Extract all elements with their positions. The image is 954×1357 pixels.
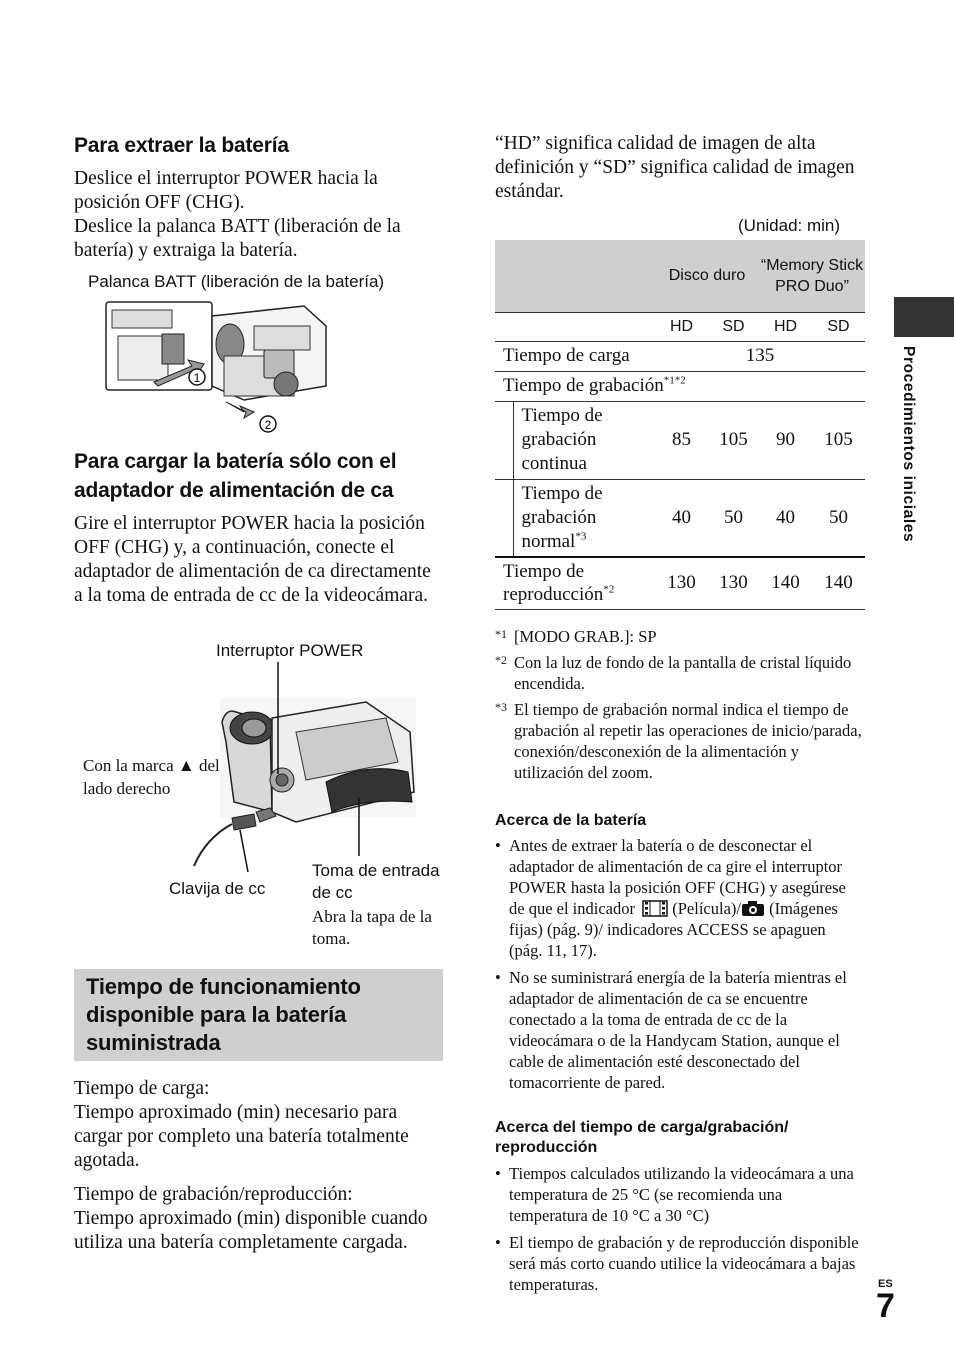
footnotes [495,626,865,788]
charge-value: 135 [745,345,775,366]
page-number: 7 [876,1287,895,1325]
sub-hd-2: HD [773,317,798,335]
footnote [495,626,865,647]
section-title-charge-adapter: Para cargar la batería sólo con el adaptador de alimentación de ca [74,450,397,502]
batt-lever-caption: Palanca BATT (liberación de la batería) [88,272,385,291]
section-title-remove-battery: Para extraer la batería [74,134,289,157]
unit-label: (Unidad: min) [738,216,841,235]
footnote-mark: *1 [495,627,507,641]
step-2-number: 2 [264,418,272,432]
section-title-operating-time-box [74,969,443,1061]
battery-note-1a: Antes de extraer la batería o de desconectar el adaptador de alimentación de ca gire el interruptor POWER hasta la posición OFF (CHG) y asegúrese de que el indicador [509,836,846,918]
battery-note-1b: (Película)/ [672,899,741,918]
dc-plug-leader [240,830,248,872]
list-item: • Tiempos calculados utilizando la videocámara a una temperatura de 25 °C (se recomienda una temperatura de 10 °C a 30 °C) [495,1163,863,1226]
table-header-row [495,240,865,312]
cont-value: 90 [776,429,795,450]
rec-footnote-marks: *1*2 [663,374,686,387]
norm-value: 50 [829,506,848,528]
remove-step-2: Deslice la palanca BATT (liberación de la batería) y extraiga la batería. [74,216,401,261]
section-title-operating-time: Tiempo de funcionamiento disponible para la batería suministrada [86,974,361,1055]
footnote [495,652,865,694]
sub-sd-1: SD [722,317,745,335]
table-row [495,341,865,371]
footnote-text: El tiempo de grabación normal indica el tiempo de grabación al repetir las operaciones de inicio/parada, conexión/desconexión de la alimentación y utilización del zoom. [514,700,862,782]
side-tab-label: Procedimientos iniciales [900,346,917,543]
rec-label-cell [495,371,865,401]
col-memory-stick: “Memory Stick PRO Duo” [760,256,864,295]
page-lang: ES [878,1278,893,1290]
remove-battery-text [74,167,446,263]
norm-footnote-mark: *3 [575,530,587,543]
movie-icon [642,900,668,917]
charge-time-desc: Tiempo aproximado (min) necesario para cargar por completo una batería totalmente agotada. [74,1102,409,1171]
norm-label-cell [513,479,655,557]
battery-notes-title: Acerca de la batería [495,812,647,829]
norm-value: 40 [672,506,691,528]
norm-label: Tiempo de grabación normal [521,482,603,552]
dc-plug-caption: Clavija de cc [169,879,266,898]
footnote-mark: *3 [495,700,507,714]
play-value: 130 [719,572,748,594]
power-switch-caption: Interruptor POWER [216,641,364,660]
table-row [495,557,865,609]
rec-time-label: Tiempo de grabación/reproducción: [74,1184,353,1205]
list-item: • No se suministrará energía de la batería mientras el adaptador de alimentación de ca se encuentre conectado a la toma de entrada de cc de la videocámara o de la Handycam Station, aunque el cable de alimentación esté desconectado del tomacorriente de pared. [495,967,863,1093]
charge-label: Tiempo de carga [503,345,630,366]
footnote-text: Con la luz de fondo de la pantalla de cristal líquido encendida. [514,653,852,693]
side-tab-block [894,297,954,337]
table-row [495,401,865,479]
operating-time-text [74,1077,446,1255]
footnote-text: [MODO GRAB.]: SP [514,627,657,646]
sub-hd-1: HD [669,317,694,335]
time-notes-title: Acerca del tiempo de carga/grabación/ reproducción [495,1119,789,1156]
norm-value: 40 [776,506,795,528]
footnote [495,699,865,783]
rec-time-desc: Tiempo aproximado (min) disponible cuando utiliza una batería completamente cargada. [74,1208,428,1253]
cont-value: 105 [824,429,853,450]
remove-step-1: Deslice el interruptor POWER hacia la posición OFF (CHG). [74,168,378,213]
norm-value: 50 [724,506,743,528]
time-notes-list [495,1163,863,1301]
play-label: Tiempo de reproducción [503,561,604,606]
play-label-cell [495,557,655,609]
play-footnote-mark: *2 [603,583,615,596]
charge-time-label: Tiempo de carga: [74,1078,210,1099]
hd-sd-intro: “HD” significa calidad de imagen de alta definición y “SD” significa calidad de imagen estándar. [495,133,855,202]
table-row [495,371,865,401]
list-item: • El tiempo de grabación y de reproducción disponible será más corto cuando utilice la videocámara a bajas temperaturas. [495,1232,863,1295]
table-row [495,479,865,557]
battery-note-1c: (Imágenes fijas) (pág. 9)/ indicadores ACCESS se apaguen (pág. 11, 17). [509,899,838,960]
camcorder-adapter-illustration [186,662,426,874]
play-value: 130 [667,572,696,594]
cont-value: 85 [672,429,691,450]
col-hard-disk: Disco duro [668,266,746,284]
rec-label: Tiempo de grabación [503,375,664,396]
charge-adapter-text: Gire el interruptor POWER hacia la posición OFF (CHG) y, a continuación, conecte el adaptador de alimentación de ca directamente a la toma de entrada de cc de la videocámara. [74,513,431,606]
footnote-mark: *2 [495,653,507,667]
cont-value: 105 [719,429,748,450]
dc-jack-note: Abra la tapa de la toma. [312,907,432,948]
mark-caption: Con la marca ▲ del lado derecho [83,756,220,798]
play-value: 140 [824,572,853,594]
battery-removal-illustration [104,296,336,438]
battery-time-table [495,240,865,610]
cont-label: Tiempo de grabación continua [513,401,655,479]
battery-notes-list [495,835,863,1099]
step-1-number: 1 [193,371,201,385]
side-tab [895,346,923,576]
sub-sd-2: SD [827,317,850,335]
table-subheader-row [495,312,865,341]
play-value: 140 [771,572,800,594]
camera-icon [741,900,765,917]
list-item [495,835,863,961]
dc-jack-caption: Toma de entrada de cc [312,861,440,902]
